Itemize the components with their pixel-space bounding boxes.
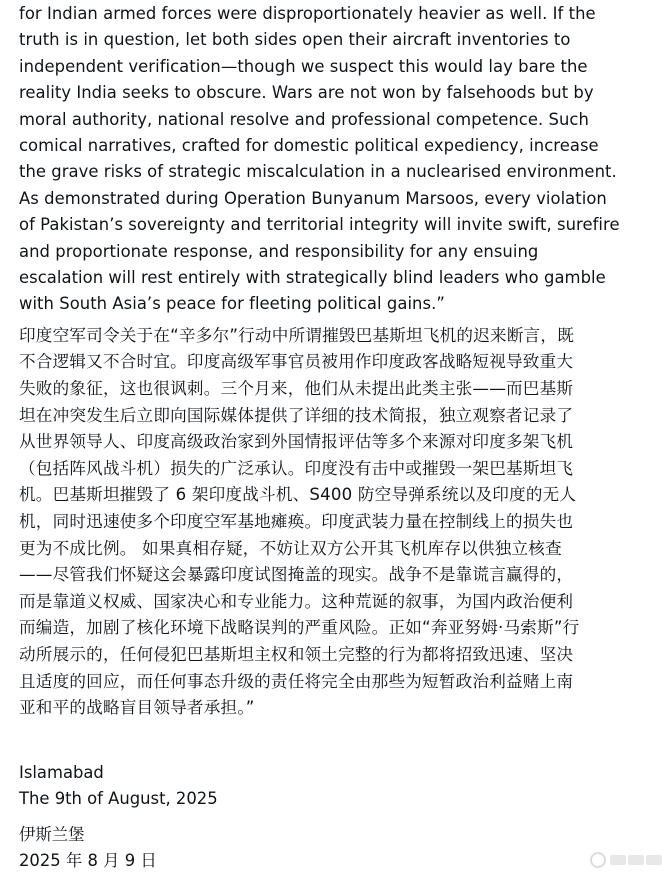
- text-line: of Pakistan’s sovereignty and territorial integrity will invite swift, surefire: [19, 215, 620, 235]
- text-line: 且适度的回应，而任何事态升级的责任将完全由那些为短暂政治利益赌上南: [19, 671, 574, 691]
- text-line: with South Asia’s peace for fleeting political gains.”: [19, 294, 445, 314]
- text-line: 更为不成比例。 如果真相存疑，不妨让双方公开其飞机库存以供独立核查: [19, 538, 562, 558]
- text-line: ——尽管我们怀疑这会暴露印度试图掩盖的现实。战争不是靠谎言赢得的，: [19, 565, 574, 585]
- text-line: 亚和平的战略盲目领导者承担。”: [19, 698, 255, 718]
- text-line: 坦在冲突发生后立即向国际媒体提供了详细的技术简报，独立观察者记录了: [19, 405, 574, 425]
- text-line: 从世界领导人、印度高级政治家到外国情报评估等多个来源对印度多架飞机: [19, 432, 574, 452]
- signature-english: [19, 760, 218, 812]
- text-line: （包括阵风战斗机）损失的广泛承认。印度没有击中或摧毁一架巴基斯坦飞: [19, 458, 574, 478]
- text-line: 动所展示的，任何侵犯巴基斯坦主权和领土完整的行为都将招致迅速、坚决: [19, 645, 574, 664]
- text-line: 机，同时迅速使多个印度空军基地瘫痪。印度武装力量在控制线上的损失也: [19, 512, 574, 532]
- english-paragraph: [19, 1, 659, 318]
- weibo-watermark-icon: [590, 849, 662, 871]
- text-line: escalation will rest entirely with strategically blind leaders who gamble: [19, 268, 606, 288]
- text-line: reality India seeks to obscure. Wars are not won by falsehoods but by: [19, 83, 594, 103]
- signature-date: 2025 年 8 月 9 日: [19, 851, 157, 870]
- signature-place: Islamabad: [19, 763, 104, 782]
- text-line: for Indian armed forces were disproportionately heavier as well. If the: [19, 4, 596, 23]
- chinese-paragraph: [19, 323, 659, 722]
- text-line: comical narratives, crafted for domestic political expediency, increase: [19, 136, 599, 156]
- signature-place: 伊斯兰堡: [19, 825, 85, 844]
- watermark-text-icon: [610, 855, 662, 865]
- text-line: 机。巴基斯坦摧毁了 6 架印度战斗机、S400 防空导弹系统以及印度的无人: [19, 485, 577, 505]
- text-line: 印度空军司令关于在“辛多尔”行动中所谓摧毁巴基斯坦飞机的迟来断言，既: [19, 325, 574, 345]
- text-line: 失败的象征，这也很讽刺。三个月来，他们从未提出此类主张——而巴基斯: [19, 379, 574, 399]
- text-line: the grave risks of strategic miscalculation in a nuclearised environment.: [19, 162, 617, 182]
- post-body: [19, 0, 659, 722]
- text-line: 不合逻辑又不合时宜。印度高级军事官员被用作印度政客战略短视导致重大: [19, 352, 574, 372]
- signature-chinese: [19, 822, 157, 874]
- text-line: independent verification—though we suspect this would lay bare the: [19, 56, 588, 76]
- text-line: 而编造，加剧了核化环境下战略误判的严重风险。正如“奔亚努姆·马索斯”行: [19, 618, 580, 638]
- text-line: moral authority, national resolve and professional competence. Such: [19, 109, 589, 129]
- text-line: As demonstrated during Operation Bunyanum Marsoos, every violation: [19, 188, 607, 208]
- watermark-logo-icon: [590, 852, 606, 868]
- text-line: and proportionate response, and responsibility for any ensuing: [19, 241, 539, 261]
- text-line: truth is in question, let both sides open their aircraft inventories to: [19, 30, 571, 50]
- signature-date: The 9th of August, 2025: [19, 789, 218, 808]
- text-line: 而是靠道义权威、国家决心和专业能力。这种荒诞的叙事，为国内政治便利: [19, 591, 574, 611]
